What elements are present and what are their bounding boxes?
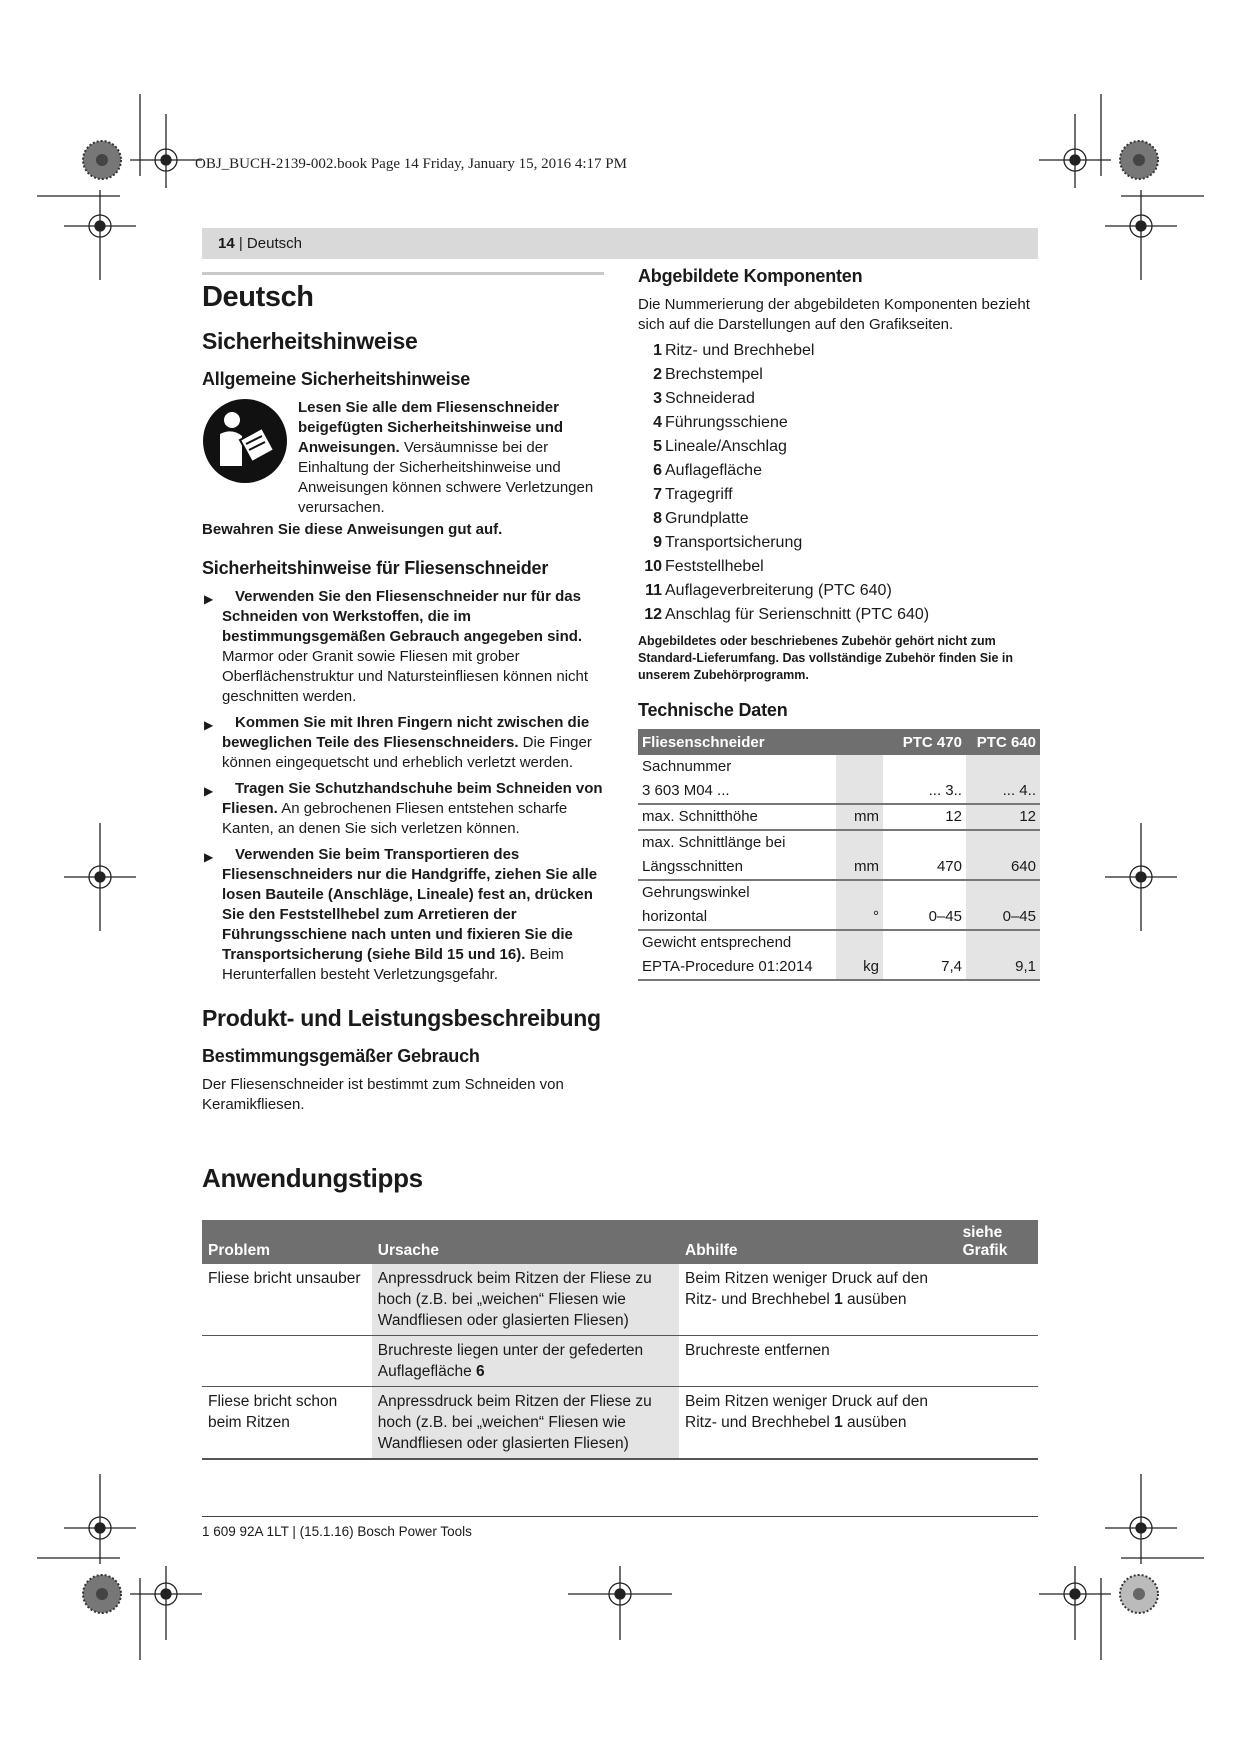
components-intro: Die Nummerierung der abgebildeten Komponenten bezieht sich auf die Darstellungen auf den Grafikseiten.	[638, 296, 1030, 333]
tile-cutter-safety-heading: Sicherheitshinweise für Fliesenschneider	[202, 558, 549, 578]
page-footer: 1 609 92A 1LT | (15.1.16) Bosch Power Tools	[202, 1524, 472, 1539]
component-item: 12 Anschlag für Serienschnitt (PTC 640)	[644, 606, 930, 623]
product-description-heading: Produkt- und Leistungsbeschreibung	[202, 1005, 601, 1031]
header-separator: |	[234, 235, 247, 252]
warning-body-text: Versäumnisse bei der Einhaltung der Sicherheitshinweise und Anweisungen können schwere Verletzungen verursachen.	[298, 439, 594, 516]
table-row: Sachnummer	[638, 755, 1040, 779]
safety-bullet	[202, 845, 604, 985]
page-header-label	[218, 235, 302, 252]
bullet-arrow-icon: ▶	[204, 850, 214, 864]
component-item: 7 Tragegriff	[653, 486, 733, 503]
page-header-bar	[202, 228, 1038, 259]
intended-use-text: Der Fliesenschneider ist bestimmt zum Schneiden von Keramikfliesen.	[202, 1076, 564, 1113]
general-safety-heading: Allgemeine Sicherheitshinweise	[202, 369, 471, 389]
left-column	[202, 272, 604, 1115]
table-row: horizontal ° 0–45 0–45	[638, 905, 1040, 930]
component-item: 1 Ritz- und Brechhebel	[653, 342, 815, 359]
component-item: 2 Brechstempel	[653, 366, 763, 383]
component-item: 11 Auflageverbreiterung (PTC 640)	[645, 582, 892, 599]
tech-data-table	[638, 729, 1040, 981]
table-row: Bruchreste liegen unter der gefederten Auflagefläche 6 Bruchreste entfernen	[202, 1336, 1038, 1387]
table-row: 3 603 M04 ... ... 3.. ... 4..	[638, 779, 1040, 804]
bullet-bold-text: Verwenden Sie beim Transportieren des Fliesenschneiders nur die Handgriffe, ziehen Sie alle losen Bauteile (Anschläge, Lineale) fest an, drücken Sie den Feststellhebel zum Arretieren der Führungsschiene nach unten und fixieren Sie die Transportsicherung (siehe Bild 15 und 16).	[222, 846, 598, 963]
component-item: 3 Schneiderad	[653, 390, 755, 407]
table-row: Gewicht entsprechend	[638, 930, 1040, 955]
table-row: Längsschnitten mm 470 640	[638, 855, 1040, 880]
tech-table-header: Fliesenschneider PTC 470 PTC 640	[638, 729, 1040, 755]
bullet-arrow-icon: ▶	[204, 592, 214, 606]
application-tips-section	[202, 1163, 1038, 1460]
page-title: Deutsch	[202, 281, 314, 313]
bullet-bold-text: Kommen Sie mit Ihren Fingern nicht zwischen die beweglichen Teile des Fliesenschneiders.	[222, 714, 590, 751]
section-safety-heading: Sicherheitshinweise	[202, 328, 418, 354]
top-rule	[202, 272, 604, 275]
bullet-body-text: Beim Herunterfallen besteht Verletzungsgefahr.	[222, 946, 564, 983]
bullet-bold-text: Verwenden Sie den Fliesenschneider nur für das Schneiden von Werkstoffen, die im bestimmungsgemäßen Gebrauch angegeben sind.	[222, 588, 583, 645]
component-item: 5 Lineale/Anschlag	[653, 438, 787, 455]
header-language: Deutsch	[246, 235, 302, 252]
component-item: 9 Transportsicherung	[653, 534, 803, 551]
safety-bullet	[202, 587, 604, 707]
read-manual-warning	[202, 398, 604, 518]
application-tips-table	[202, 1220, 1038, 1460]
component-item: 8 Grundplatte	[653, 510, 749, 527]
footer-rule	[202, 1516, 1038, 1517]
table-row: Gehrungswinkel	[638, 880, 1040, 905]
tips-table-header: Problem Ursache Abhilfe siehe Grafik	[202, 1220, 1038, 1264]
component-item: 10 Feststellhebel	[644, 558, 764, 575]
right-column	[638, 266, 1038, 981]
component-item: 6 Auflagefläche	[653, 462, 762, 479]
bullet-body-text: Marmor oder Granit sowie Fliesen mit grober Oberflächenstruktur und Natursteinfliesen können nicht geschnitten werden.	[222, 648, 589, 705]
application-tips-heading: Anwendungstipps	[202, 1163, 423, 1193]
safety-bullet	[202, 713, 604, 773]
components-heading: Abgebildete Komponenten	[638, 266, 863, 286]
bullet-arrow-icon: ▶	[204, 718, 214, 732]
warning-bold-text: Lesen Sie alle dem Fliesenschneider beigefügten Sicherheitshinweise und Anweisungen.	[298, 399, 564, 456]
bullet-body-text: An gebrochenen Fliesen entstehen scharfe Kanten, an denen Sie sich verletzen können.	[222, 800, 568, 837]
table-row: EPTA-Procedure 01:2014 kg 7,4 9,1	[638, 955, 1040, 980]
read-manual-icon	[202, 398, 288, 484]
print-info-line: OBJ_BUCH-2139-002.book Page 14 Friday, January 15, 2016 4:17 PM	[195, 156, 627, 172]
safety-bullet-list	[202, 587, 604, 985]
accessory-note: Abgebildetes oder beschriebenes Zubehör gehört nicht zum Standard-Lieferumfang. Das vollständige Zubehör finden Sie in unserem Zubehörprogramm.	[638, 634, 1014, 682]
component-item: 4 Führungsschiene	[653, 414, 788, 431]
safety-bullet	[202, 779, 604, 839]
tech-data-heading: Technische Daten	[638, 700, 788, 720]
components-list	[638, 341, 1038, 629]
table-row: Fliese bricht unsauber Anpressdruck beim Ritzen der Fliese zu hoch (z.B. bei „weichen“ Fliesen wie Wandfliesen oder glasierten Fliesen) Beim Ritzen weniger Druck auf den Ritz- und Brechhebel 1 ausüben	[202, 1264, 1038, 1336]
table-row: Fliese bricht schon beim Ritzen Anpressdruck beim Ritzen der Fliese zu hoch (z.B. bei „weichen“ Fliesen wie Wandfliesen oder glasierten Fliesen) Beim Ritzen weniger Druck auf den Ritz- und Brechhebel 1 ausüben	[202, 1387, 1038, 1460]
warning-paragraph	[298, 398, 604, 518]
table-row: max. Schnittlänge bei	[638, 830, 1040, 855]
keep-instructions-text: Bewahren Sie diese Anweisungen gut auf.	[202, 521, 503, 538]
bullet-arrow-icon: ▶	[204, 784, 214, 798]
bullet-bold-text: Tragen Sie Schutzhandschuhe beim Schneiden von Fliesen.	[222, 780, 603, 817]
intended-use-heading: Bestimmungsgemäßer Gebrauch	[202, 1046, 480, 1066]
table-row: max. Schnitthöhe mm 12 12	[638, 804, 1040, 830]
page-number: 14	[218, 235, 235, 252]
bullet-body-text: Die Finger können eingequetscht und erheblich verletzt werden.	[222, 734, 592, 771]
